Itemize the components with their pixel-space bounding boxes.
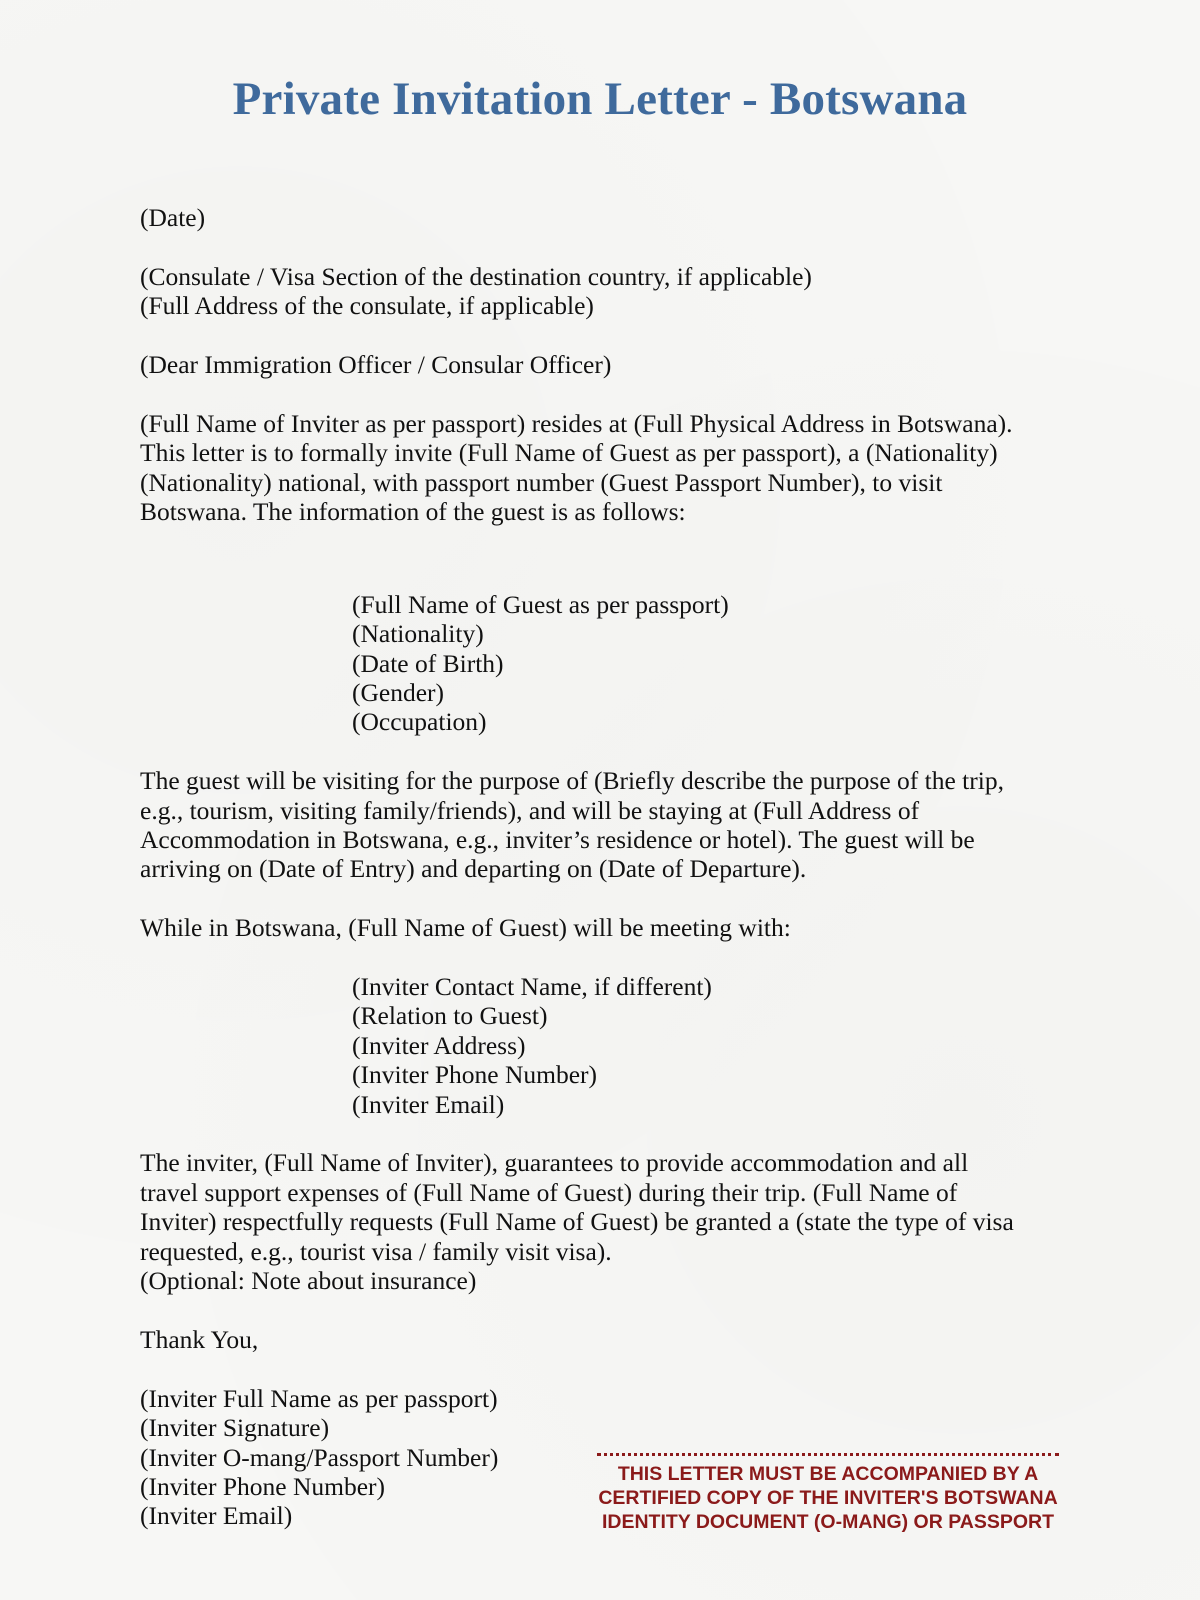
purpose-line: arriving on (Date of Entry) and departing on (Date of Departure). <box>140 854 807 884</box>
recipient-line: (Consulate / Visa Section of the destination country, if applicable) <box>140 261 812 291</box>
salutation: (Dear Immigration Officer / Consular Officer) <box>140 350 612 379</box>
inviter-info-item: (Inviter Email) <box>352 1089 505 1119</box>
guarantee-line: The inviter, (Full Name of Inviter), guarantees to provide accommodation and all <box>140 1148 969 1178</box>
guarantee-line: Inviter) respectfully requests (Full Name of Guest) be granted a (state the type of visa <box>140 1207 1014 1237</box>
purpose-line: e.g., tourism, visiting family/friends), and will be staying at (Full Address of <box>140 795 920 825</box>
date-line: (Date) <box>140 203 206 232</box>
signature-block-item: (Inviter Phone Number) <box>140 1471 386 1501</box>
notice-line: IDENTITY DOCUMENT (O-MANG) OR PASSPORT <box>601 1511 1055 1533</box>
intro-line: (Nationality) national, with passport number (Guest Passport Number), to visit <box>140 467 943 497</box>
intro-line: Botswana. The information of the guest is as follows: <box>140 497 686 527</box>
guest-info-item: (Occupation) <box>352 707 487 737</box>
purpose-line: Accommodation in Botswana, e.g., inviter’s residence or hotel). The guest will be <box>140 825 975 855</box>
inviter-info-item: (Inviter Address) <box>352 1030 526 1060</box>
purpose-line: The guest will be visiting for the purpose of (Briefly describe the purpose of the trip, <box>140 766 1004 796</box>
inviter-info-item: (Inviter Contact Name, if different) <box>352 972 712 1002</box>
guest-info-item: (Full Name of Guest as per passport) <box>352 589 729 619</box>
inviter-info-item: (Inviter Phone Number) <box>352 1060 598 1090</box>
notice-dotted-rule <box>597 1453 1059 1456</box>
signature-block-item: (Inviter Email) <box>140 1501 293 1531</box>
notice-line: THIS LETTER MUST BE ACCOMPANIED BY A <box>617 1463 1039 1485</box>
letter-body <box>140 203 1080 1531</box>
page-title: Private Invitation Letter - Botswana <box>232 73 968 125</box>
intro-line: (Full Name of Inviter as per passport) resides at (Full Physical Address in Botswana). <box>140 408 1013 438</box>
signature-block-item: (Inviter O-mang/Passport Number) <box>140 1442 499 1472</box>
recipient-address-line: (Full Address of the consulate, if applicable) <box>140 291 594 321</box>
insurance-note: (Optional: Note about insurance) <box>140 1266 477 1296</box>
closing: Thank You, <box>140 1324 259 1354</box>
guest-info-item: (Date of Birth) <box>352 648 504 678</box>
notice-box <box>568 1453 1088 1534</box>
guest-info-item: (Nationality) <box>352 619 484 649</box>
signature-block-item: (Inviter Signature) <box>140 1413 330 1443</box>
inviter-info-item: (Relation to Guest) <box>352 1001 548 1031</box>
intro-line: This letter is to formally invite (Full Name of Guest as per passport), a (Nationality) <box>140 438 998 468</box>
guarantee-line: requested, e.g., tourist visa / family visit visa). <box>140 1236 612 1266</box>
meeting-intro: While in Botswana, (Full Name of Guest) will be meeting with: <box>140 913 791 943</box>
notice-line: CERTIFIED COPY OF THE INVITER'S BOTSWANA <box>598 1487 1058 1509</box>
signature-block-item: (Inviter Full Name as per passport) <box>140 1383 498 1413</box>
guarantee-line: travel support expenses of (Full Name of Guest) during their trip. (Full Name of <box>140 1177 958 1207</box>
guest-info-item: (Gender) <box>352 678 445 708</box>
